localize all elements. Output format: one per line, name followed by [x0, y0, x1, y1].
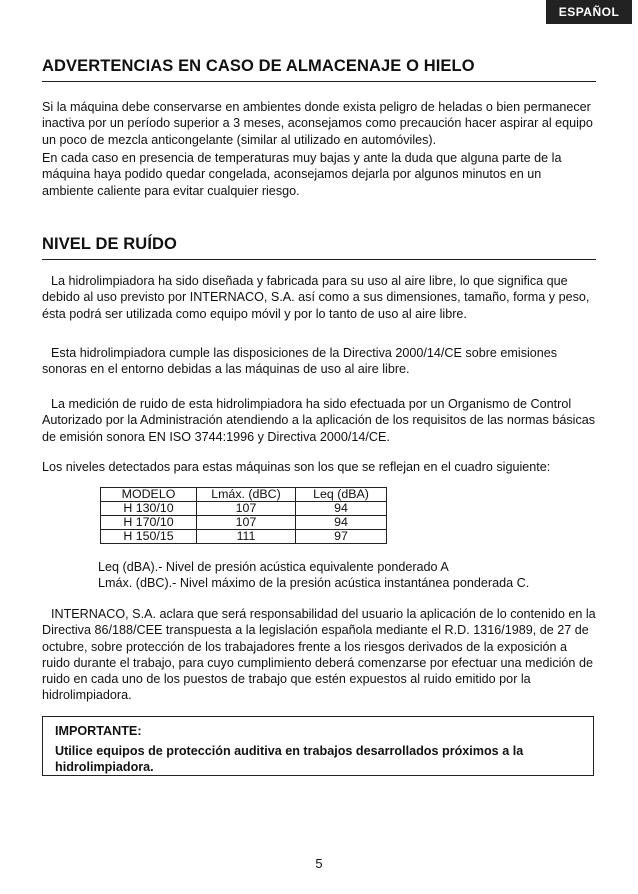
- noise-paragraph-4: Los niveles detectados para estas máquinas son los que se reflejan en el cuadro siguiente:: [42, 460, 551, 474]
- noise-level-heading: NIVEL DE RUÍDO: [42, 234, 596, 260]
- noise-paragraph-5: INTERNACO, S.A. aclara que será responsabilidad del usuario la aplicación de lo contenido en la Directiva 86/188/CEE transpuesta a la legislación española mediante el R.D. 1316/1989, de 27 de octubre, sobre protección de los trabajadores frente a los riesgos derivados de la exposición a ruido durante el trabajo, para cuyo cumplimiento deberá comenzarse por efectuar una medición de ruido en cada uno de los puestos de trabajo que estén expuestos al ruido emitido por la hidrolimpiadora.: [42, 607, 596, 703]
- language-tab: ESPAÑOL: [546, 0, 632, 24]
- noise-levels-table: [100, 487, 387, 544]
- legend-lmax: Lmáx. (dBC).- Nivel máximo de la presión acústica instantánea ponderada C.: [98, 575, 530, 590]
- page-number: 5: [315, 856, 323, 871]
- table-header-cell: Lmáx. (dBC): [197, 488, 296, 502]
- table-header-cell: Leq (dBA): [296, 488, 387, 502]
- important-body: Utilice equipos de protección auditiva en trabajos desarrollados próximos a la hidrolimpiadora.: [55, 744, 524, 774]
- table-legend: [98, 560, 529, 591]
- noise-paragraph-3: La medición de ruido de esta hidrolimpiadora ha sido efectuada por un Organismo de Control Autorizado por la Administración atendiendo a la aplicación de los requisitos de las normas básicas de emisión sonora EN ISO 3744:1996 y Directiva 2000/14/CE.: [42, 397, 596, 444]
- table-header-row: [101, 488, 387, 502]
- table-cell: 107: [197, 516, 296, 530]
- table-row: [101, 530, 387, 544]
- storage-paragraph-1: Si la máquina debe conservarse en ambientes donde exista peligro de heladas o bien permanecer inactiva por un período superior a 3 meses, aconsejamos como precaución hacer aspirar al equipo un poco de mezcla anticongelante (similar al utilizado en automóviles).: [42, 100, 593, 147]
- storage-paragraph-2: En cada caso en presencia de temperaturas muy bajas y ante la duda que alguna parte de la máquina haya podido quedar congelada, aconsejamos dejarla por algunos minutos en un ambiente caliente para evitar cualquier riesgo.: [42, 151, 562, 198]
- table-cell: 107: [197, 502, 296, 516]
- table-cell: 94: [296, 516, 387, 530]
- table-cell: 111: [197, 530, 296, 544]
- table-cell: 97: [296, 530, 387, 544]
- table-row: [101, 516, 387, 530]
- table-row: [101, 502, 387, 516]
- storage-frost-heading: ADVERTENCIAS EN CASO DE ALMACENAJE O HIELO: [42, 56, 596, 82]
- table-cell: H 130/10: [101, 502, 197, 516]
- table-header-cell: MODELO: [101, 488, 197, 502]
- table-cell: 94: [296, 502, 387, 516]
- table-cell: H 150/15: [101, 530, 197, 544]
- table-cell: H 170/10: [101, 516, 197, 530]
- legend-leq: Leq (dBA).- Nivel de presión acústica equivalente ponderado A: [98, 560, 449, 574]
- important-title: IMPORTANTE:: [55, 724, 142, 738]
- noise-paragraph-2: Esta hidrolimpiadora cumple las disposiciones de la Directiva 2000/14/CE sobre emisiones sonoras en el entorno debidas a las máquinas de uso al aire libre.: [42, 346, 558, 377]
- important-notice-box: [42, 716, 594, 776]
- noise-paragraph-1: La hidrolimpiadora ha sido diseñada y fabricada para su uso al aire libre, lo que significa que debido al uso previsto por INTERNACO, S.A. así como a sus dimensiones, tamaño, forma y peso, ésta podrá ser utilizada como equipo móvil y por lo tanto de uso al aire libre.: [42, 274, 590, 321]
